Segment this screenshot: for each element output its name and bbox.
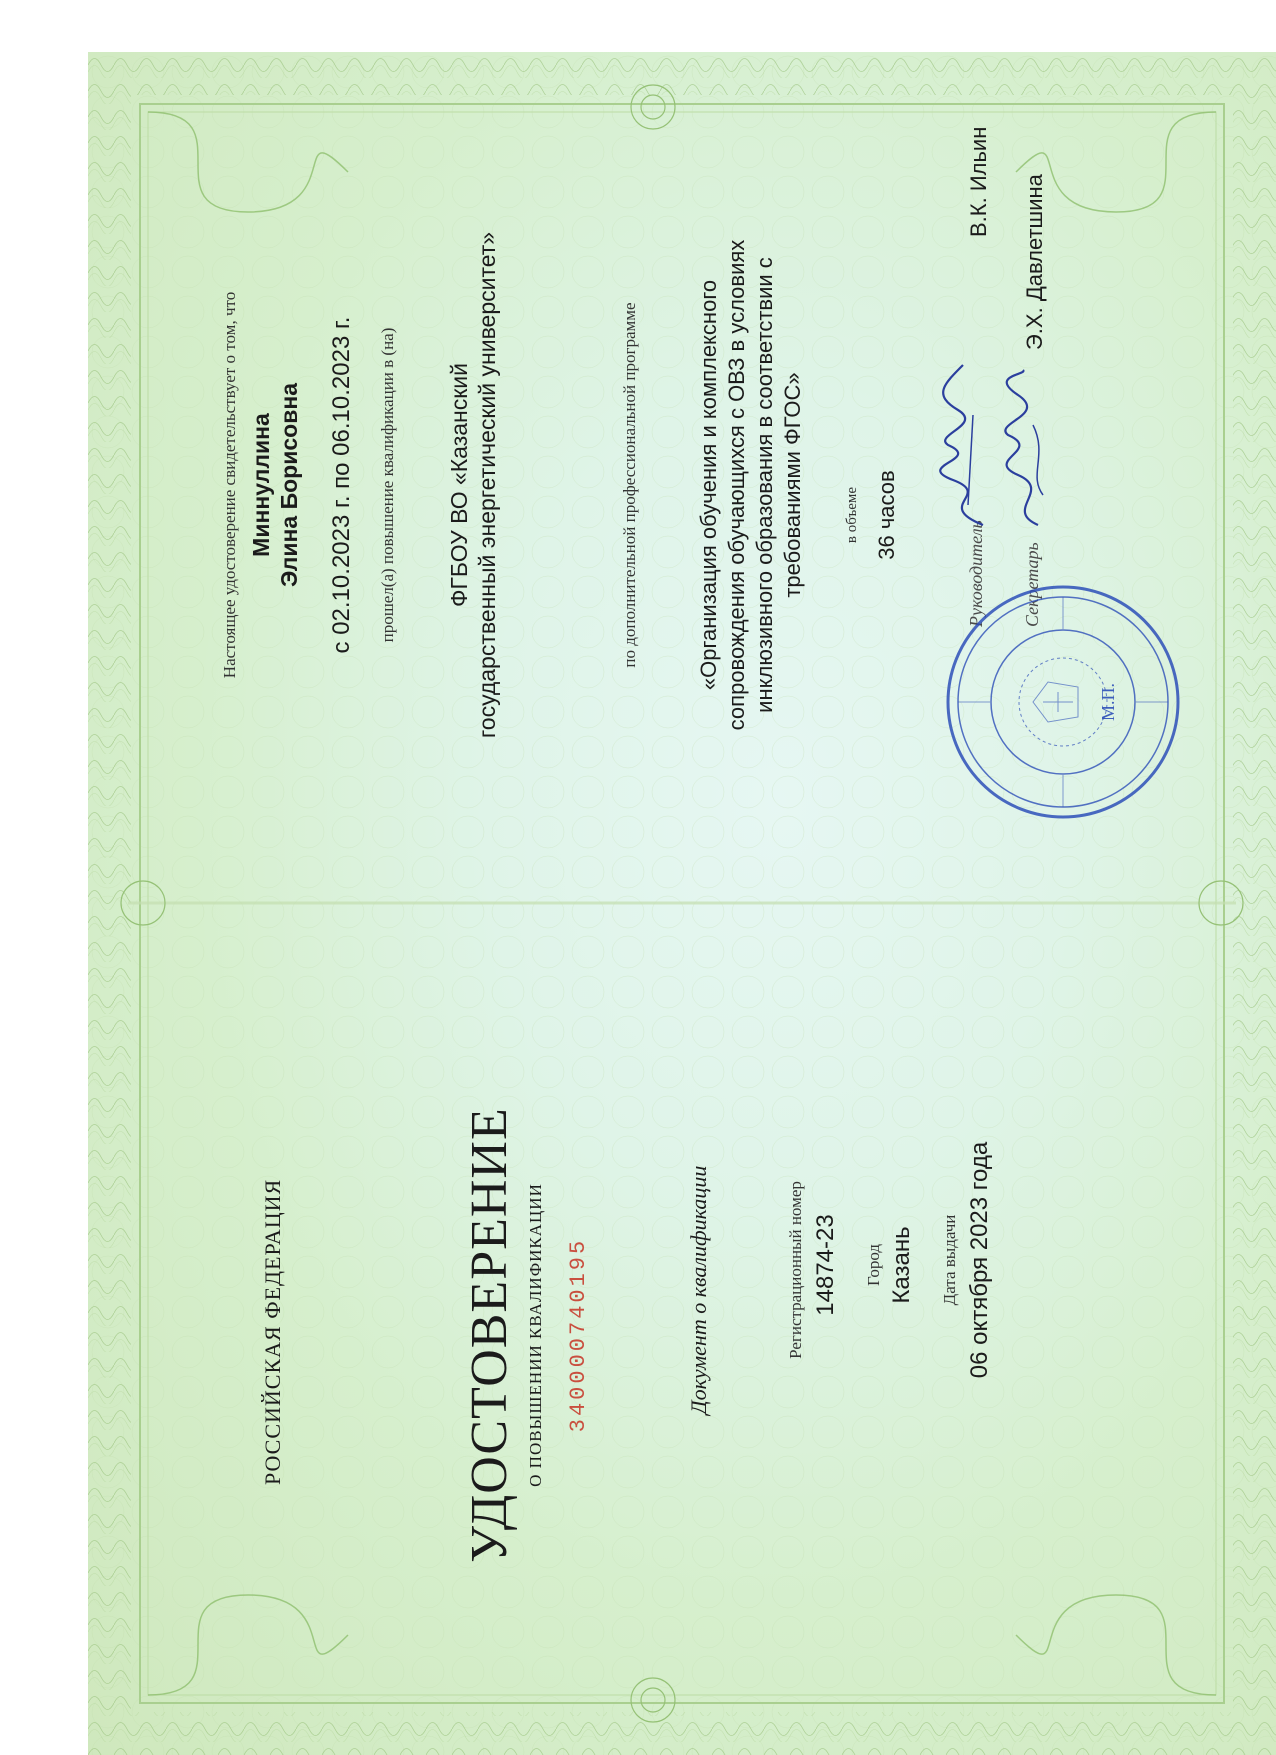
- official-seal-icon: [938, 577, 1188, 827]
- head-name: В.К. Ильин: [966, 126, 991, 237]
- secretary-signature: [988, 365, 1068, 535]
- document-type: Документ о квалификации: [686, 1165, 711, 1415]
- rotated-content: [88, 52, 1276, 1755]
- training-period: с 02.10.2023 г. по 06.10.2023 г.: [328, 316, 355, 654]
- document-subtitle: О ПОВЫШЕНИИ КВАЛИФИКАЦИИ: [526, 1183, 545, 1487]
- document-title: УДОСТОВЕРЕНИЕ: [461, 1107, 518, 1563]
- organization-line-2: государственный энергетический университет»: [474, 231, 500, 739]
- city-value: Казань: [888, 1226, 915, 1304]
- serial-number: 340000740195: [566, 1237, 591, 1433]
- recipient-name: Элина Борисовна: [276, 382, 302, 588]
- recipient-surname: Миннуллина: [248, 413, 274, 557]
- passed-text: прошел(а) повышение квалификации в (на): [378, 327, 397, 643]
- organization-line-1: ФГБОУ ВО «Казанский: [446, 362, 472, 608]
- secretary-label: Секретарь: [1022, 542, 1042, 627]
- program-label: по дополнительной профессиональной программе: [620, 302, 639, 668]
- secretary-name: Э.Х. Давлетшина: [1022, 174, 1047, 350]
- svg-text:М.П.: М.П.: [1098, 682, 1118, 722]
- reg-number-label: Регистрационный номер: [786, 1181, 805, 1359]
- volume-value: 36 часов: [874, 470, 899, 560]
- issue-date-value: 06 октября 2023 года: [966, 1141, 993, 1379]
- certificate-sheet: [88, 52, 1276, 1755]
- head-label: Руководитель: [966, 520, 986, 627]
- country-label: РОССИЙСКАЯ ФЕДЕРАЦИЯ: [260, 1178, 285, 1485]
- volume-label: в объеме: [844, 486, 860, 544]
- issue-date-label: Дата выдачи: [940, 1214, 959, 1306]
- program-line-2: сопровождения обучающихся с ОВЗ в условиях: [724, 239, 749, 731]
- program-line-4: требованиями ФГОС»: [780, 372, 805, 598]
- reg-number-value: 14874-23: [812, 1214, 839, 1316]
- program-line-1: «Организация обучения и комплексного: [696, 279, 721, 691]
- intro-text: Настоящее удостоверение свидетельствует о том, что: [220, 291, 239, 679]
- program-line-3: инклюзивного образования в соответствии с: [752, 257, 777, 713]
- city-label: Город: [864, 1244, 883, 1286]
